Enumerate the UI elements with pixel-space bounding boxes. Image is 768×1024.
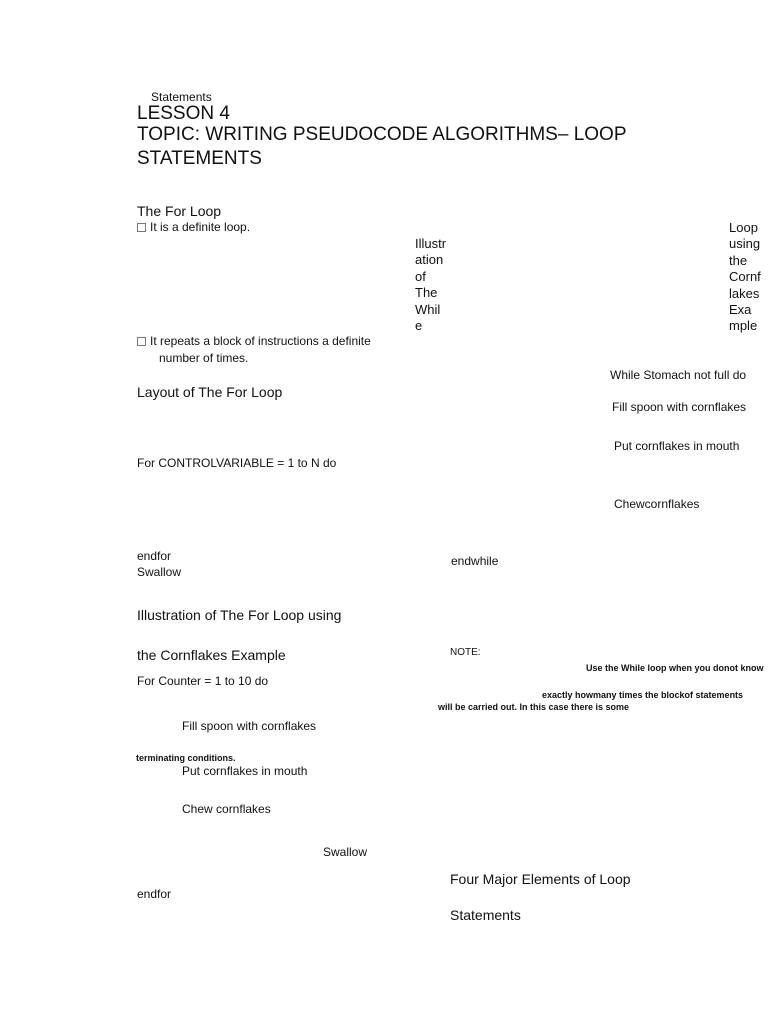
illustration-while-word: Illustr — [415, 236, 447, 251]
illustration-while-word: Whil — [415, 301, 441, 317]
bullet-text: It repeats a block of instructions a definite — [150, 334, 371, 348]
endwhile-line: endwhile — [451, 554, 499, 568]
bullet-repeats-continued: number of times. — [159, 351, 249, 365]
loop-example-word: Loop — [729, 220, 758, 235]
while-fill-spoon: Fill spoon with cornflakes — [612, 400, 747, 414]
endfor-line-2: endfor — [137, 887, 172, 901]
loop-example-word: using — [729, 236, 761, 252]
while-line: While Stomach not full do — [610, 368, 747, 382]
loop-example-word: Exa — [729, 302, 752, 318]
bullet-text: It is a definite loop. — [150, 220, 251, 234]
topic-title-line2: STATEMENTS — [137, 148, 262, 169]
illustration-while-word: The — [415, 285, 438, 301]
illustration-while-word: e — [415, 318, 423, 334]
layout-heading: Layout of The For Loop — [137, 384, 283, 400]
loop-example-word: lakes — [729, 285, 760, 301]
swallow-line-2: Swallow — [323, 845, 368, 859]
while-chew: Chewcornflakes — [614, 497, 700, 511]
fill-spoon-line: Fill spoon with cornflakes — [182, 719, 317, 733]
note-line1: Use the While loop when you donot know — [586, 663, 764, 673]
illustration-for-line1: Illustration of The For Loop using — [137, 607, 342, 623]
four-elements-line1: Four Major Elements of Loop — [450, 871, 631, 887]
loop-example-word: mple — [729, 318, 758, 334]
while-put-mouth: Put cornflakes in mouth — [614, 439, 740, 453]
illustration-for-line2: the Cornflakes Example — [137, 647, 286, 663]
chew-line: Chew cornflakes — [182, 802, 271, 816]
loop-example-word: Cornf — [729, 269, 761, 285]
loop-example-column — [729, 220, 761, 335]
bullet-repeats — [137, 335, 371, 349]
lesson-title: LESSON 4 — [137, 103, 230, 124]
topic-title-line1: TOPIC: WRITING PSEUDOCODE ALGORITHMS– LOOP — [137, 124, 627, 145]
swallow-line: Swallow — [137, 565, 182, 579]
illustration-while-column — [415, 236, 446, 334]
endfor-line: endfor — [137, 549, 172, 563]
illustration-while-word: of — [415, 268, 426, 284]
for-loop-heading: The For Loop — [137, 203, 222, 219]
illustration-while-word: ation — [415, 252, 444, 268]
note-label: NOTE: — [450, 647, 481, 658]
bullet-icon — [137, 337, 146, 346]
bullet-definite-loop — [137, 221, 250, 235]
loop-example-word: the — [729, 252, 748, 268]
bullet-icon — [137, 223, 146, 232]
terminating-conditions: terminating conditions. — [136, 753, 236, 763]
running-head: Statements — [151, 90, 212, 104]
for-counter-line: For Counter = 1 to 10 do — [137, 674, 269, 688]
put-mouth-line: Put cornflakes in mouth — [182, 764, 308, 778]
note-line3: will be carried out. In this case there is some — [438, 702, 630, 712]
note-line2: exactly howmany times the blockof statements — [542, 690, 744, 700]
for-control-line: For CONTROLVARIABLE = 1 to N do — [137, 456, 337, 470]
four-elements-line2: Statements — [450, 907, 521, 923]
